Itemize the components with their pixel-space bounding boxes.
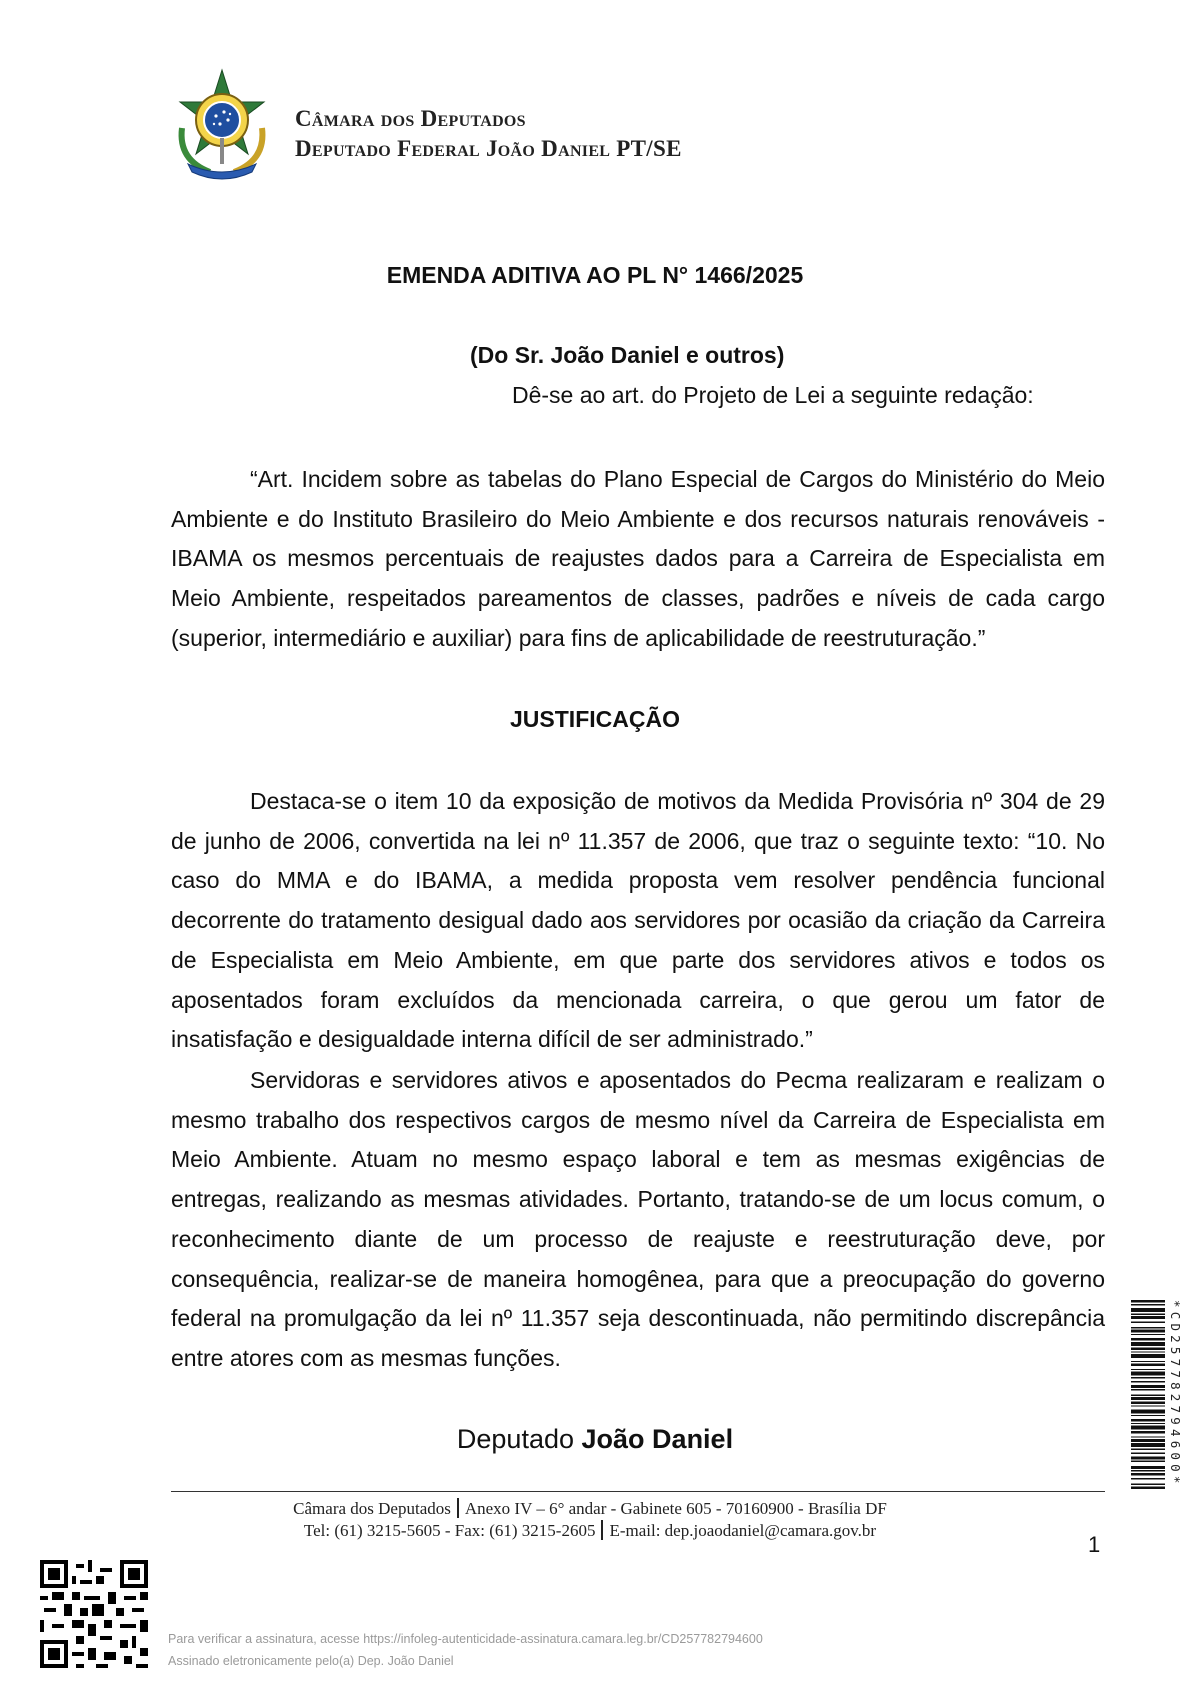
justification-heading: JUSTIFICAÇÃO [510,706,680,732]
verification-link[interactable]: Para verificar a assinatura, acesse https://infoleg-autenticidade-assinatura.camara.leg.br/CD257782794600 [168,1632,763,1646]
barcode-icon [1131,1300,1165,1548]
signature [0,1424,1190,1455]
footer-address-office: Anexo IV – 6° andar - Gabinete 605 - 70160900 - Brasília DF [464,1499,887,1518]
brazil-coat-of-arms-icon [168,68,276,180]
footer-separator [601,1520,603,1540]
footer-contact [0,1520,1185,1541]
header-chamber-name: Câmara dos Deputados [295,106,526,131]
qr-code-icon[interactable] [40,1560,148,1668]
article-text: “Art. Incidem sobre as tabelas do Plano Especial de Cargos do Ministério do Meio Ambiente e do Instituto Brasileiro do Meio Ambiente e dos recursos naturais renováveis - IBAMA os mesmos percentuais de reajustes dados para a Carreira de Especialista em Meio Ambiente, respeitados pareamentos de classes, padrões e níveis de cada cargo (superior, intermediário e auxiliar) para fins de aplicabilidade de reestruturação.” [171,466,1105,651]
page-number: 1 [1088,1532,1101,1557]
footer-separator [457,1498,459,1518]
document-intro: Dê-se ao art. do Projeto de Lei a seguinte redação: [512,382,1034,408]
header-deputy-name: Deputado Federal João Daniel PT/SE [295,136,682,161]
footer-divider [171,1491,1105,1492]
signature-notice: Assinado eletronicamente pelo(a) Dep. João Daniel [168,1654,454,1668]
barcode-text [1167,1300,1185,1548]
signature-prefix: Deputado [456,1424,575,1454]
document-author: (Do Sr. João Daniel e outros) [470,342,785,368]
signature-name: João Daniel [581,1424,734,1454]
footer-phone: Tel: (61) 3215-5605 - Fax: (61) 3215-2605 [303,1521,596,1540]
footer-address-chamber: Câmara dos Deputados [293,1499,451,1518]
document-title: EMENDA ADITIVA AO PL N° 1466/2025 [386,262,804,288]
justification-paragraph-1: Destaca-se o item 10 da exposição de motivos da Medida Provisória nº 304 de 29 de junho de 2006, convertida na lei nº 11.357 de 2006, que traz o seguinte texto: “10. No caso do MMA e do IBAMA, a medida proposta vem resolver pendência funcional decorrente do tratamento desigual dado aos servidores por ocasião da criação da Carreira de Especialista em Meio Ambiente, em que parte dos servidores ativos e todos os aposentados foram excluídos da mencionada carreira, o que gerou um fator de insatisfação e desigualdade interna difícil de ser administrado.” [171,788,1105,1053]
footer-email[interactable]: E-mail: dep.joaodaniel@camara.gov.br [609,1521,877,1540]
barcode-text-label: *CD257782794600* [1168,1300,1183,1488]
justification-paragraph-2: Servidoras e servidores ativos e aposentados do Pecma realizaram e realizam o mesmo trabalho dos respectivos cargos de mesmo nível da Carreira de Especialista em Meio Ambiente. Atuam no mesmo espaço laboral e tem as mesmas exigências de entregas, realizando as mesmas atividades. Portanto, tratando-se de um locus comum, o reconhecimento diante de um processo de reajuste e reestruturação deve, por consequência, realizar-se de maneira homogênea, para que a preocupação do governo federal na promulgação da lei nº 11.357 seja descontinuada, não permitindo discrepância entre atores com as mesmas funções. [171,1067,1105,1371]
footer-address [0,1498,1185,1519]
